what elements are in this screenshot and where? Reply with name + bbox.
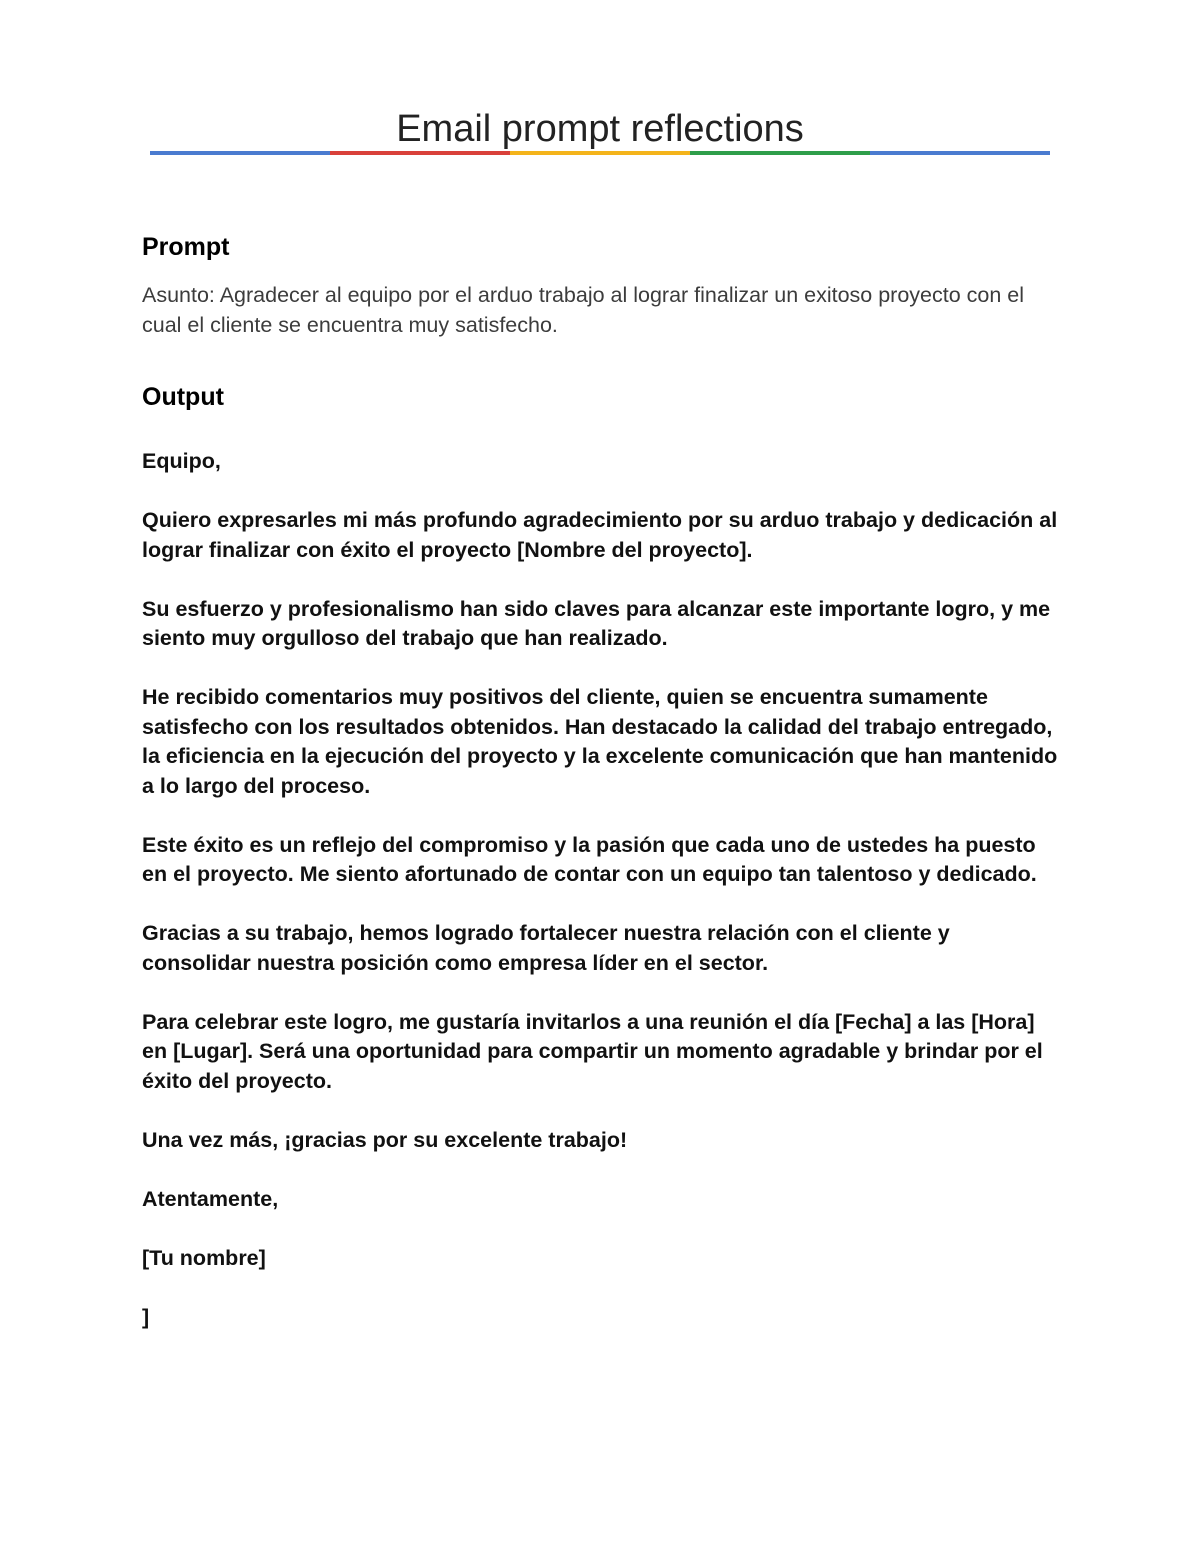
title-underline (150, 151, 1050, 155)
email-paragraph: Para celebrar este logro, me gustaría invitarlos a una reunión el día [Fecha] a las [Hora] en [Lugar]. Será una oportunidad para compartir un momento agradable y brindar por el éxito del proyecto. (142, 1009, 1043, 1093)
email-paragraph: He recibido comentarios muy positivos del cliente, quien se encuentra sumamente satisfecho con los resultados obtenidos. Han destacado la calidad del trabajo entregado, la eficiencia en la ejecución del proyecto y la excelente comunicación que han mantenido a lo largo del proceso. (142, 685, 1058, 798)
prompt-heading: Prompt (142, 233, 230, 261)
email-paragraph: Su esfuerzo y profesionalismo han sido claves para alcanzar este importante logro, y me siento muy orgulloso del trabajo que han realizado. (142, 596, 1051, 650)
output-heading: Output (142, 383, 224, 411)
title-underline-segment-red (330, 151, 510, 155)
prompt-text: Asunto: Agradecer al equipo por el arduo trabajo al lograr finalizar un exitoso proyecto con el cual el cliente se encuentra muy satisfecho. (142, 283, 1025, 337)
email-output (142, 447, 1062, 1332)
title-underline-segment-green (690, 151, 870, 155)
document-title: Email prompt reflections (396, 108, 804, 150)
email-paragraph: Quiero expresarles mi más profundo agradecimiento por su arduo trabajo y dedicación al lograr finalizar con éxito el proyecto [Nombre del proyecto]. (142, 508, 1058, 562)
title-underline-segment-blue-end (870, 151, 1050, 155)
email-paragraph: Una vez más, ¡gracias por su excelente trabajo! (142, 1127, 628, 1152)
email-greeting: Equipo, (142, 449, 221, 473)
document-body (142, 232, 1062, 1332)
email-trailing-bracket: ] (142, 1304, 150, 1329)
email-closing: Atentamente, (142, 1186, 279, 1211)
email-paragraph: Gracias a su trabajo, hemos logrado fortalecer nuestra relación con el cliente y consolidar nuestra posición como empresa líder en el sector. (142, 921, 950, 975)
email-signature: [Tu nombre] (142, 1245, 266, 1270)
title-underline-segment-yellow (510, 151, 690, 155)
title-underline-segment-blue (150, 151, 330, 155)
email-paragraph: Este éxito es un reflejo del compromiso y la pasión que cada uno de ustedes ha puesto en el proyecto. Me siento afortunado de contar con un equipo tan talentoso y dedicado. (142, 832, 1037, 886)
